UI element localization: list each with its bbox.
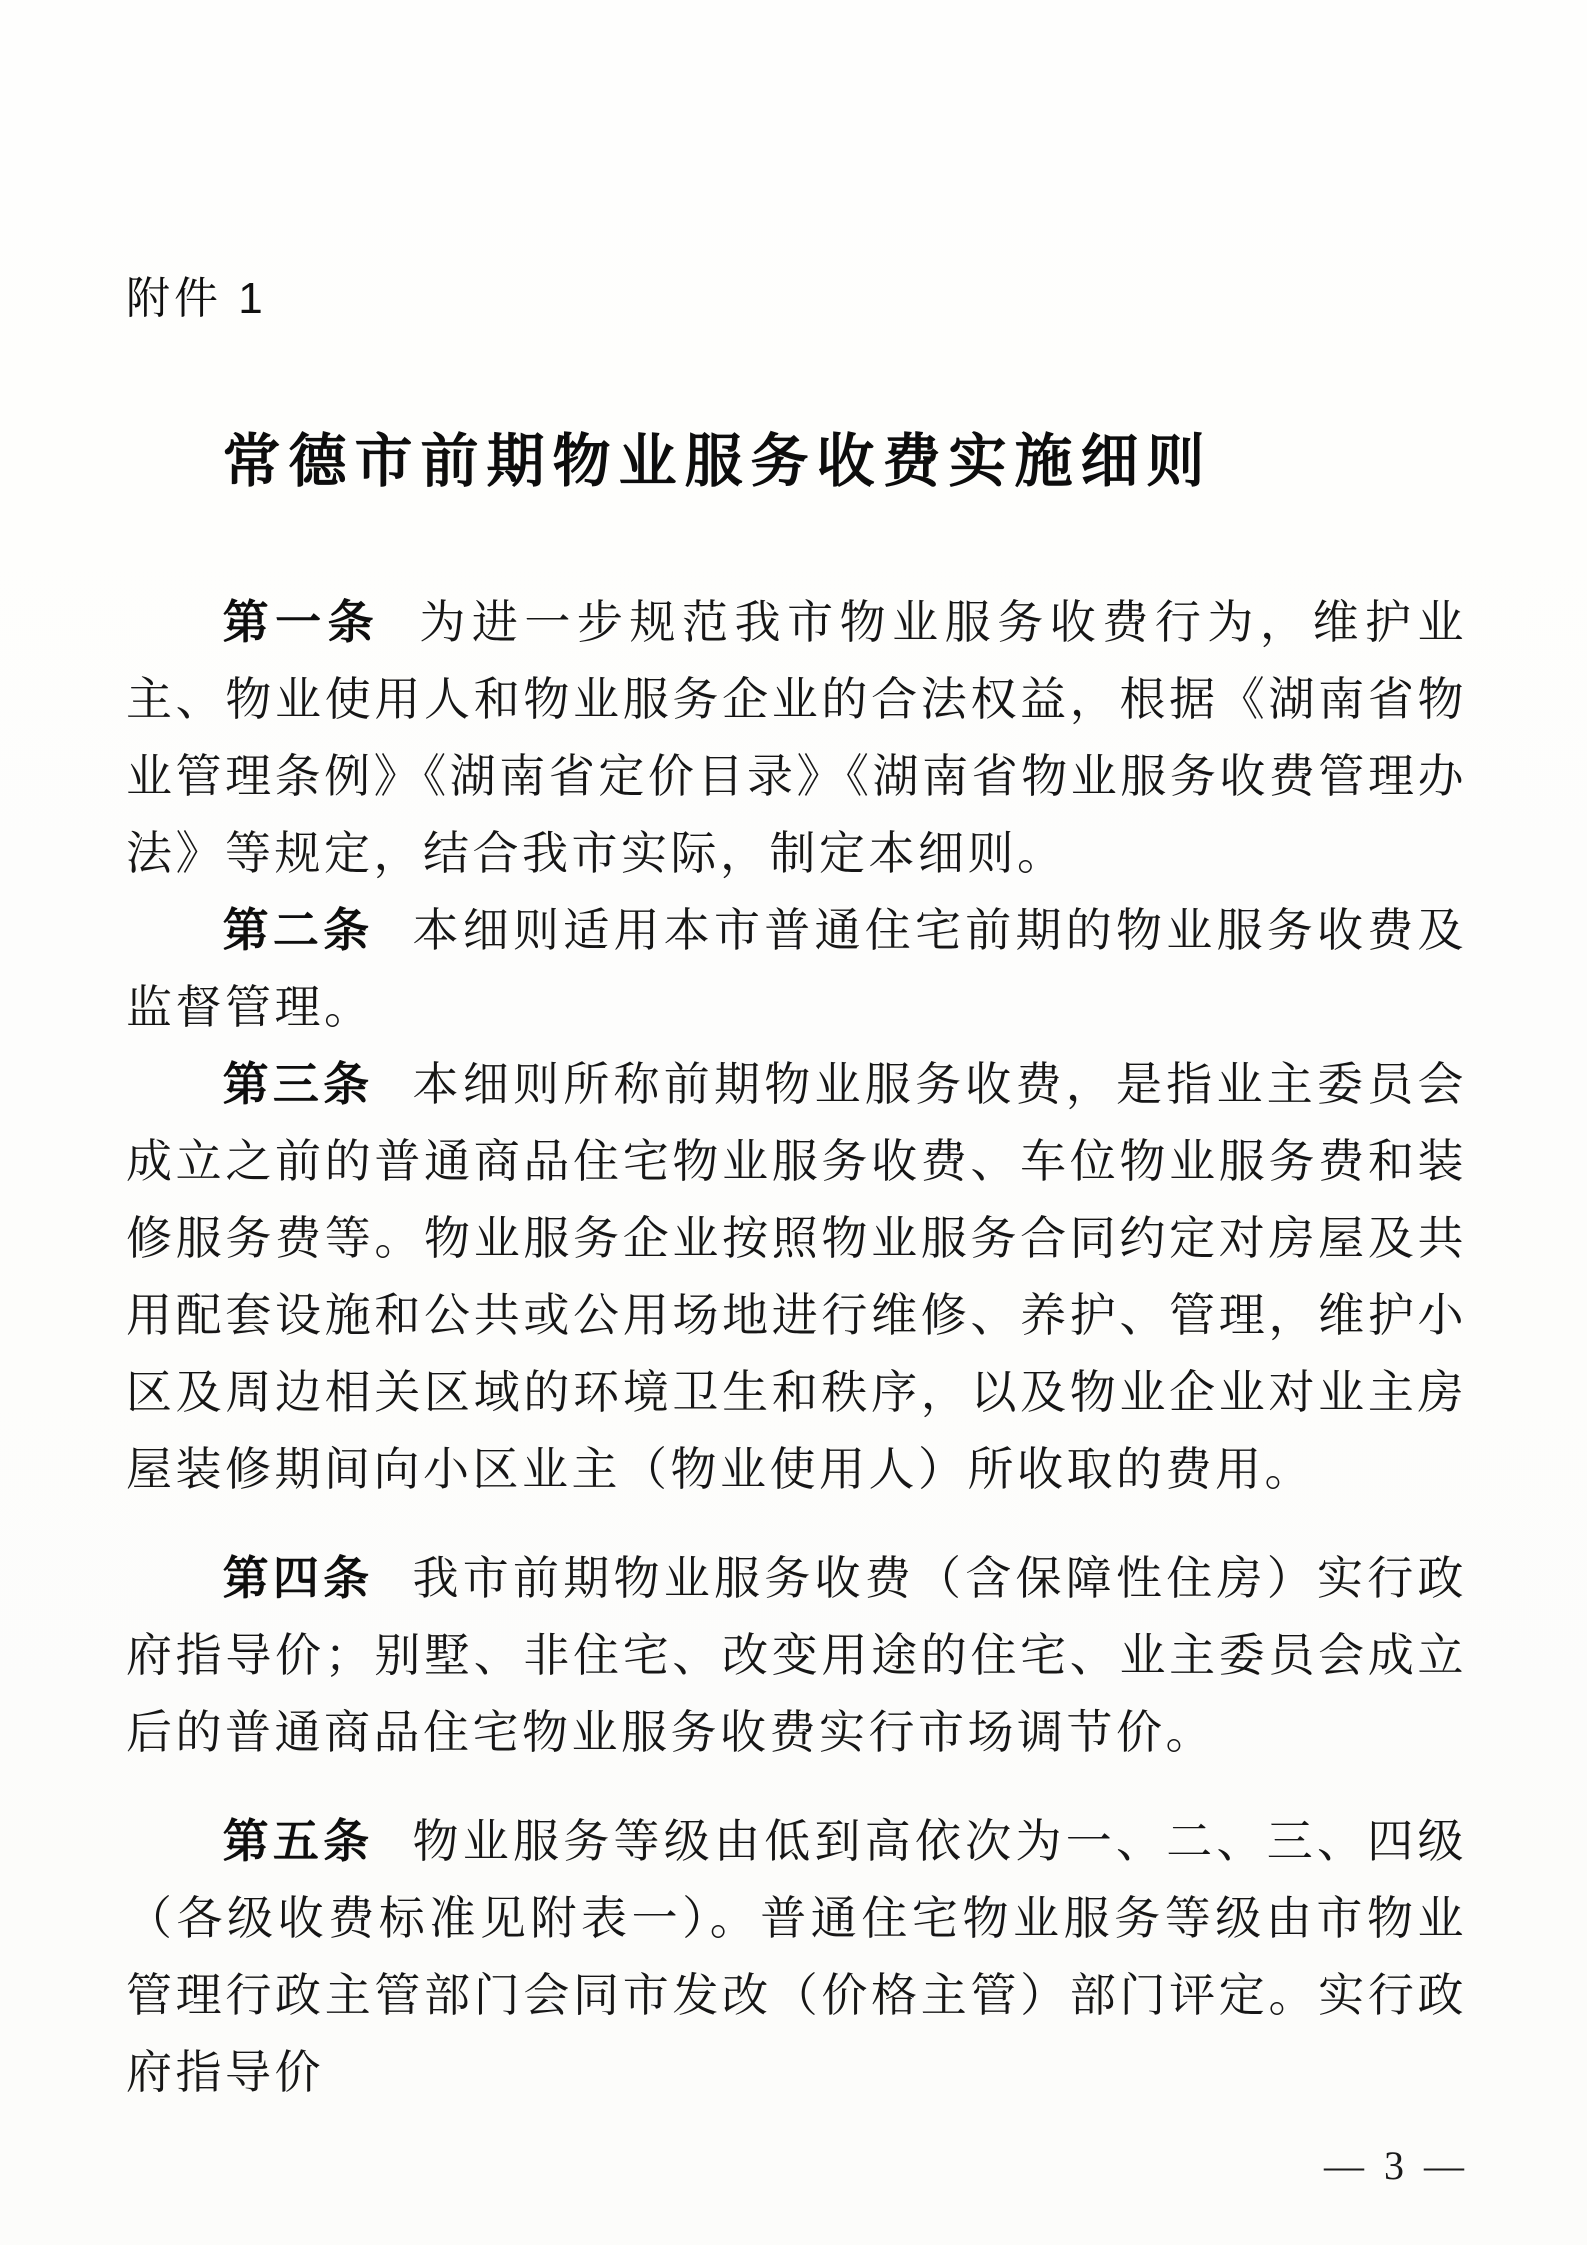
document-body xyxy=(126,584,1467,2111)
article-2-term: 第二条 xyxy=(222,905,374,956)
article-2-text: 本细则适用本市普通住宅前期的物业服务收费及监督管理。 xyxy=(126,905,1468,1033)
paragraph-article-4 xyxy=(126,1540,1467,1771)
article-3-term: 第三条 xyxy=(222,1059,374,1110)
article-3-text: 本细则所称前期物业服务收费，是指业主委员会成立之前的普通商品住宅物业服务收费、车位物业服务费和装修服务费等。物业服务企业按照物业服务合同约定对房屋及共用配套设施和公共或公用场地进行维修、养护、管理，维护小区及周边相关区域的环境卫生和秩序，以及物业企业对业主房屋装修期间向小区业主（物业使用人）所收取的费用。 xyxy=(126,1059,1468,1495)
paragraph-article-2 xyxy=(126,892,1467,1046)
article-1-text: 为进一步规范我市物业服务收费行为，维护业主、物业使用人和物业服务企业的合法权益，根据《湖南省物业管理条例》《湖南省定价目录》《湖南省物业服务收费管理办法》等规定，结合我市实际，制定本细则。 xyxy=(126,597,1468,879)
document-title: 常德市前期物业服务收费实施细则 xyxy=(222,429,1213,494)
article-5-term: 第五条 xyxy=(222,1816,374,1867)
article-1-term: 第一条 xyxy=(222,597,381,648)
paragraph-article-1 xyxy=(126,584,1467,892)
page-number: — 3 — xyxy=(1324,2143,1469,2188)
article-4-term: 第四条 xyxy=(222,1553,374,1604)
article-5-text: 物业服务等级由低到高依次为一、二、三、四级（各级收费标准见附表一）。普通住宅物业服务等级由市物业管理行政主管部门会同市发改（价格主管）部门评定。实行政府指导价 xyxy=(126,1816,1468,2098)
paragraph-article-5 xyxy=(126,1803,1467,2111)
paragraph-article-3 xyxy=(126,1046,1467,1508)
article-4-text: 我市前期物业服务收费（含保障性住房）实行政府指导价；别墅、非住宅、改变用途的住宅、业主委员会成立后的普通商品住宅物业服务收费实行市场调节价。 xyxy=(126,1553,1468,1758)
attachment-label: 附件 1 xyxy=(126,274,267,323)
